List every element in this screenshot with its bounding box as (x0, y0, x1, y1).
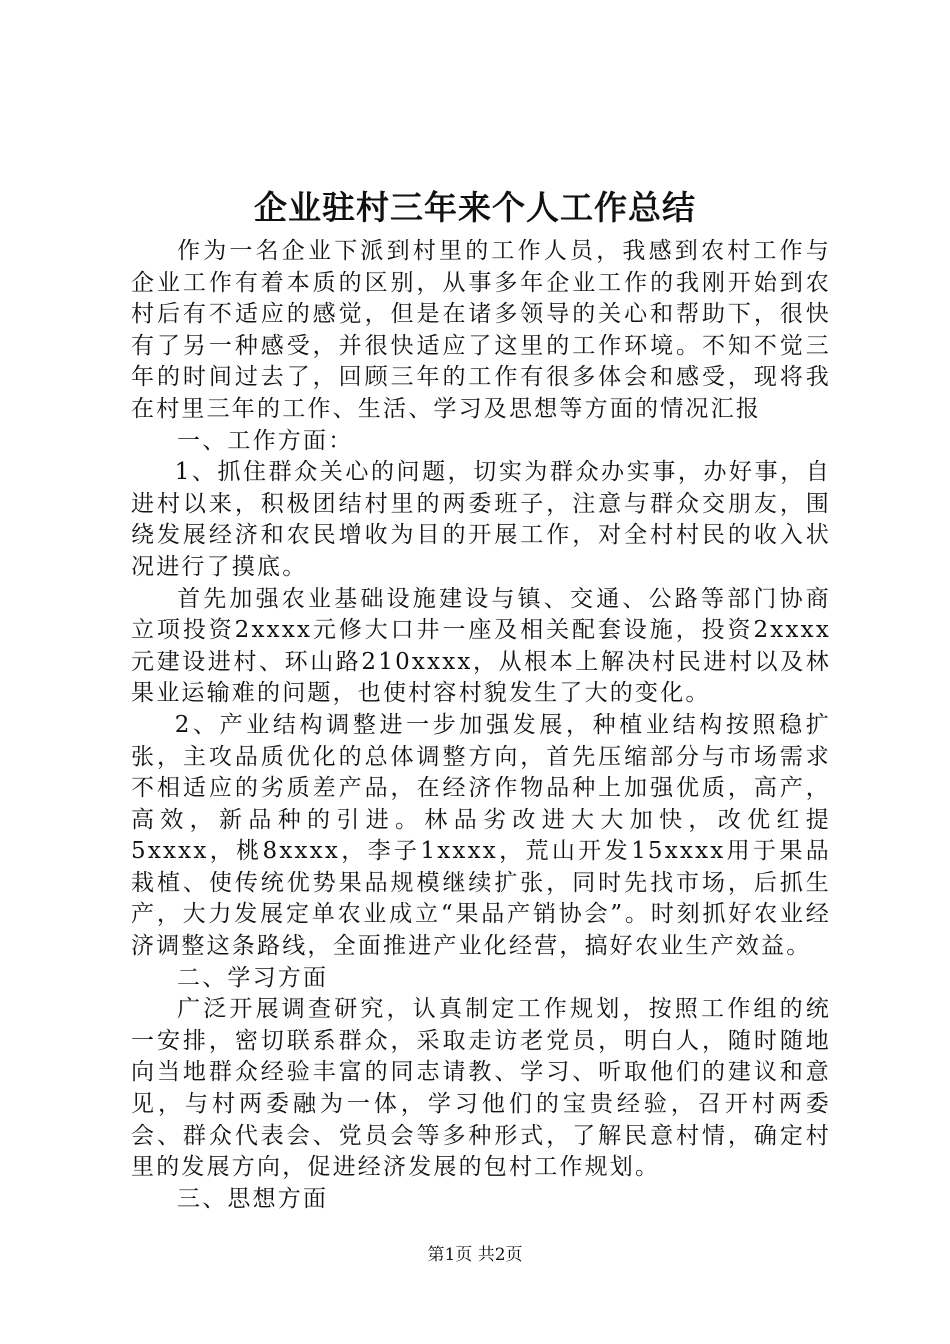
document-title: 企业驻村三年来个人工作总结 (254, 188, 696, 227)
intro-paragraph: 作为一名企业下派到村里的工作人员，我感到农村工作与企业工作有着本质的区别，从事多年企业工作的我刚开始到农村后有不适应的感觉，但是在诸多领导的关心和帮助下，很快有了另一种感受，并很快适应了这里的工作环境。不知不觉三年的时间过去了，回顾三年的工作有很多体会和感受，现将我在村里三年的工作、生活、学习及思想等方面的情况汇报 (131, 238, 831, 422)
study-paragraph: 广泛开展调查研究，认真制定工作规划，按照工作组的统一安排，密切联系群众，采取走访老党员，明白人，随时随地向当地群众经验丰富的同志请教、学习、听取他们的建议和意见，与村两委融为一体，学习他们的宝贵经验，召开村两委会、群众代表会、党员会等多种形式，了解民意村情，确定村里的发展方向，促进经济发展的包村工作规划。 (131, 996, 831, 1181)
page-footer: 第1页 共2页 (427, 1245, 523, 1265)
section-heading-work: 一、工作方面： (177, 427, 354, 454)
work-item-2-paragraph: 2、产业结构调整进一步加强发展，种植业结构按照稳扩张，主攻品质优化的总体调整方向，首先压缩部分与市场需求不相适应的劣质差产品，在经济作物品种上加强优质，高产，高效，新品种的引进。林品劣改进大大加快，改优红提5xxxx，桃8xxxx，李子1xxxx，荒山开发15xxxx用于果品栽植、使传统优势果品规模继续扩张，同时先找市场，后抓生产，大力发展定单农业成立“果品产销协会”。时刻抓好农业经济调整这条路线，全面推进产业化经营，搞好农业生产效益。 (131, 711, 831, 960)
document-body (131, 236, 831, 1215)
section-heading-study: 二、学习方面 (177, 964, 329, 991)
infrastructure-paragraph: 首先加强农业基础设施建设与镇、交通、公路等部门协商立项投资2xxxx元修大口井一座及相关配套设施，投资2xxxx元建设进村、环山路210xxxx，从根本上解决村民进村以及林果业运输难的问题，也使村容村貌发生了大的变化。 (131, 585, 831, 707)
work-item-1-paragraph: 1、抓住群众关心的问题，切实为群众办实事，办好事，自进村以来，积极团结村里的两委班子，注意与群众交朋友，围绕发展经济和农民增收为目的开展工作，对全村村民的收入状况进行了摸底。 (131, 459, 831, 580)
section-heading-thought: 三、思想方面 (177, 1185, 329, 1212)
